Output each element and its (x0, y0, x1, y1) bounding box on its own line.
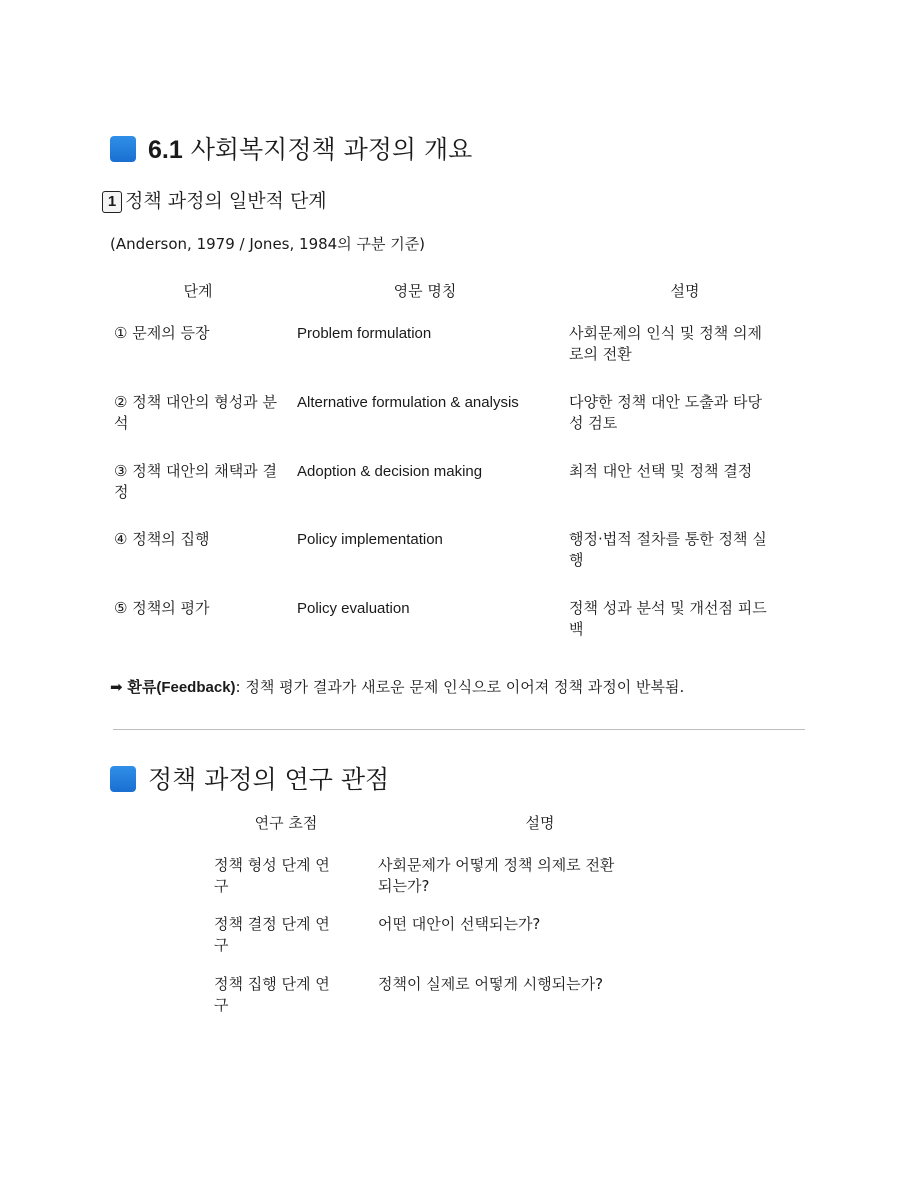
table-header-description: 설명 (670, 282, 700, 300)
section-number: 6.1 (148, 136, 183, 164)
table-cell-focus: 정책 집행 단계 연구 (214, 975, 330, 1014)
table-cell-english: Adoption & decision making (297, 463, 483, 480)
table-cell-english: Problem formulation (297, 325, 432, 342)
table-cell-english: Alternative formulation & analysis (297, 394, 519, 411)
keycap-one-icon: 1 (102, 191, 122, 213)
section-title: 정책 과정의 연구 관점 (148, 765, 390, 794)
table-cell-stage: ② 정책 대안의 형성과 분석 (114, 393, 277, 432)
table-cell-description: 사회문제가 어떻게 정책 의제로 전환되는가? (378, 856, 615, 895)
table-cell-description: 다양한 정책 대안 도출과 타당성 검토 (569, 393, 762, 432)
table-cell-description: 행정·법적 절차를 통한 정책 실행 (569, 530, 767, 569)
table-header-description: 설명 (525, 814, 555, 832)
table-cell-description: 어떤 대안이 선택되는가? (378, 915, 541, 933)
section-title: 사회복지정책 과정의 개요 (190, 135, 473, 164)
table-cell-stage: ③ 정책 대안의 채택과 결정 (114, 462, 277, 501)
source-note: (Anderson, 1979 / Jones, 1984의 구분 기준) (110, 235, 426, 253)
table-cell-english: Policy implementation (297, 531, 443, 548)
table-cell-focus: 정책 형성 단계 연구 (214, 856, 330, 895)
table-cell-stage: ⑤ 정책의 평가 (114, 599, 210, 617)
table-cell-stage: ④ 정책의 집행 (114, 530, 210, 548)
subheading-general-stages (102, 187, 327, 215)
table-cell-description: 정책 성과 분석 및 개선점 피드백 (569, 599, 767, 638)
feedback-text: : 정책 평가 결과가 새로운 문제 인식으로 이어져 정책 과정이 반복됨. (235, 678, 685, 696)
blue-square-icon (110, 136, 136, 162)
subheading-text: 정책 과정의 일반적 단계 (125, 190, 327, 212)
table-cell-description: 사회문제의 인식 및 정책 의제로의 전환 (569, 324, 762, 363)
table-cell-description: 정책이 실제로 어떻게 시행되는가? (378, 975, 604, 993)
right-arrow-icon: ➡ (110, 678, 123, 696)
section-heading-research-perspectives (110, 763, 389, 797)
table-cell-description: 최적 대안 선택 및 정책 결정 (569, 462, 753, 480)
section-heading-overview (110, 133, 472, 167)
blue-square-icon (110, 766, 136, 792)
table-header-english: 영문 명칭 (393, 282, 457, 300)
feedback-label: 환류(Feedback) (127, 679, 236, 696)
table-cell-focus: 정책 결정 단계 연구 (214, 915, 330, 954)
table-header-focus: 연구 초점 (254, 814, 318, 832)
table-cell-stage: ① 문제의 등장 (114, 324, 210, 342)
section-divider (113, 729, 805, 730)
feedback-note (110, 677, 684, 698)
table-cell-english: Policy evaluation (297, 600, 410, 617)
table-header-stage: 단계 (183, 282, 213, 300)
